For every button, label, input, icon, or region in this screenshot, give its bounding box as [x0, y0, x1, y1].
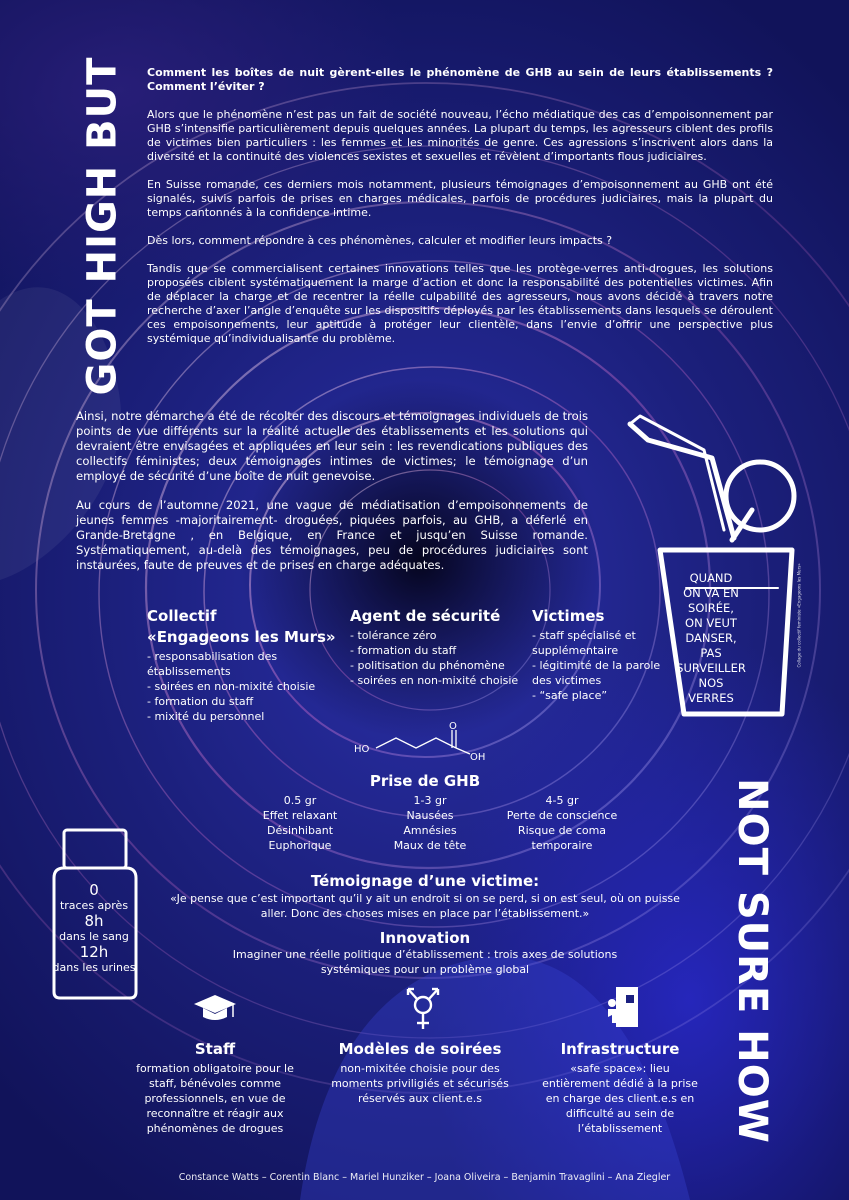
dose-effect: Risque de coma — [517, 824, 607, 837]
column-item: - “safe place” — [532, 689, 608, 702]
column-title: Victimes — [532, 607, 605, 625]
testimony-title: Témoignage d’une victime: — [310, 872, 540, 890]
detection-label: dans les urines — [52, 961, 136, 974]
dose-level — [374, 793, 486, 853]
axis-title: Staff — [194, 1040, 236, 1058]
detection-value: 0 — [89, 881, 99, 899]
dose-effect: temporaire — [531, 839, 593, 852]
dose-level — [496, 793, 628, 853]
intro-paragraph: En Suisse romande, ces derniers mois notamment, plusieurs témoignages d’empoisonnement au GHB ont été signalés, suivis parfois de prises en charges médicales, parfois de procédures judiciaires, mais la plupart du temps cantonnés à la confidence intime. — [147, 178, 773, 219]
column-item: - formation du staff — [350, 644, 457, 657]
glass-slogan-line: ON VEUT — [685, 616, 737, 630]
method-paragraph: Au cours de l’automne 2021, une vague de médiatisation d’empoisonnements de jeunes femmes -majoritairement- droguées, piquées parfois, au GHB, a déferlé en Grande-Bretagne , en Belgique, en France et jusqu’en Suisse romande. Systématiquement, au-delà des témoignages, peu de procédures judiciaires sont instaurées, faute de preuves et de prises en charge adéquates. — [76, 498, 588, 572]
dose-effect: Perte de conscience — [506, 809, 618, 822]
intro-section — [147, 66, 773, 360]
glass-slogan-line: NOS — [698, 676, 724, 690]
glass-slogan-line: VERRES — [688, 691, 734, 705]
author-credits: Constance Watts – Corentin Blanc – Mariel Hunziker – Joana Oliveira – Benjamin Travaglini – Ana Ziegler — [178, 1172, 671, 1183]
detection-label: traces après — [59, 899, 129, 912]
column-item: - responsabilisation des établissements — [147, 650, 278, 678]
dose-amount: 0.5 gr — [283, 794, 317, 807]
molecule-label-oh: OH — [470, 752, 486, 763]
axis-text: «safe space»: lieu entièrement dédié à la prise en charge des client.e.s en difficulté au sein de l’établissement — [542, 1062, 698, 1135]
column-agent-securite — [350, 606, 520, 688]
column-title-line: Collectif — [147, 607, 217, 625]
dose-effect: Maux de tête — [393, 839, 467, 852]
testimony-quote: «Je pense que c’est important qu’il y ait un endroit si on se perd, si on est seul, où on puisse aller. Donc des choses mises en place par l’établissement.» — [170, 892, 680, 920]
column-item: - soirées en non-mixité choisie — [147, 680, 316, 693]
axis-title: Infrastructure — [560, 1040, 680, 1058]
column-victimes — [532, 606, 662, 703]
axis-title: Modèles de soirées — [338, 1040, 502, 1058]
glass-slogan-line: PAS — [700, 646, 722, 660]
detection-times — [42, 882, 146, 975]
glass-credit — [764, 563, 834, 668]
intro-paragraph: Alors que le phénomène n’est pas un fait de société nouveau, l’écho médiatique des cas d’empoisonnement par GHB s’intensifie particulièrement depuis quelques années. La plupart du temps, les agresseurs ciblent des profils de victimes bien particuliers : les femmes et les minorités de genre. Ces agressions s’inscrivent alors dans la diversité et la continuité des violences sexistes et sexuelles et révèlent d’importants flous judiciaires. — [147, 108, 773, 163]
glass-slogan-line: QUAND — [689, 571, 733, 585]
safe-room-icon — [602, 985, 642, 1029]
column-item: - soirées en non-mixité choisie — [350, 674, 519, 687]
glass-slogan-line: DANSER, — [685, 631, 737, 645]
innovation-text: Imaginer une réelle politique d’établissement : trois axes de solutions systémiques pour un problème global — [232, 948, 618, 976]
intro-paragraph: Tandis que se commercialisent certaines innovations telles que les protège-verres anti-drogues, les solutions proposées ciblent systématiquement la marge d’action et donc la responsabilité des potentielles victimes. Afin de déplacer la charge et de recentrer la réelle culpabilité des agresseurs, nous avons décidé à travers notre recherche d’axer l’angle d’enquête sur les dispositifs déployés par les établissements dans lesquels se déroulent ces empoisonnements, leur aptitude à protéger leur clientèle, dans l’envie d’offrir une perspective plus systémique qu’individualisante du problème. — [147, 262, 773, 345]
innovation-title: Innovation — [379, 929, 471, 947]
glass-credit-text: Collage du collectif feministe «Engageons les Murs» — [796, 563, 802, 668]
dose-effect: Effet relaxant — [262, 809, 338, 822]
column-item: - légitimité de la parole des victimes — [532, 659, 661, 687]
detection-label: dans le sang — [59, 930, 129, 943]
detection-value: 8h — [84, 912, 104, 930]
glass-slogan-line: SOIRÉE, — [688, 601, 734, 615]
column-item: - tolérance zéro — [350, 629, 437, 642]
side-title-left-text: GOT HIGH BUT — [79, 56, 125, 396]
axis-modeles-soirees — [325, 1040, 515, 1106]
column-item: - formation du staff — [147, 695, 254, 708]
column-title-line: «Engageons les Murs» — [147, 628, 336, 646]
dose-amount: 4-5 gr — [545, 794, 579, 807]
method-section — [76, 409, 588, 587]
dose-level — [248, 793, 352, 853]
molecule-label-o: O — [449, 722, 457, 732]
column-item: - staff spécialisé et supplémentaire — [532, 629, 636, 657]
axis-text: formation obligatoire pour le staff, bénévoles comme professionnels, en vue de reconnaître et réagir aux phénomènes de drogues — [136, 1062, 294, 1135]
method-paragraph: Ainsi, notre démarche a été de récolter des discours et témoignages individuels de trois points de vue différents sur la réalité actuelle des établissements et les solutions qui devraient être envisagées et appliquées en leur sein : les revendications publiques des collectifs féministes; deux témoignages intimes de victimes; le témoignage d’un employé de sécurité d’une boîte de nuit genevoise. — [76, 409, 588, 483]
gender-symbols-icon — [402, 985, 444, 1033]
dose-effect: Nausées — [406, 809, 454, 822]
intro-paragraph: Dès lors, comment répondre à ces phénomènes, calculer et modifier leurs impacts ? — [147, 234, 613, 247]
dose-effect: Désinhibant — [266, 824, 334, 837]
glass-slogan-line: ON VA EN — [683, 586, 739, 600]
doses-title: Prise de GHB — [369, 772, 481, 790]
intro-question: Comment les boîtes de nuit gèrent-elles le phénomène de GHB au sein de leurs établissements ? Comment l’éviter ? — [147, 66, 773, 93]
axis-infrastructure — [535, 1040, 705, 1136]
dose-effect: Amnésies — [403, 824, 457, 837]
ghb-molecule-icon — [352, 722, 502, 764]
axis-text: non-mixitée choisie pour des moments priviligiés et sécurisés réservés aux client.e.s — [331, 1062, 509, 1105]
column-collectif — [147, 606, 342, 724]
side-title-right — [728, 777, 776, 1144]
glass-slogan-line: SURVEILLER — [676, 661, 746, 675]
side-title-right-text: NOT SURE HOW — [729, 777, 776, 1144]
axis-staff — [122, 1040, 308, 1136]
molecule-label-ho: HO — [354, 744, 370, 755]
column-item: - mixité du personnel — [147, 710, 265, 723]
side-title-left — [78, 56, 126, 396]
detection-value: 12h — [79, 943, 109, 961]
column-item: - politisation du phénomène — [350, 659, 505, 672]
dose-amount: 1-3 gr — [413, 794, 447, 807]
dose-effect: Euphorique — [268, 839, 332, 852]
column-title — [147, 606, 342, 648]
column-title: Agent de sécurité — [350, 607, 501, 625]
graduation-cap-icon — [193, 993, 237, 1025]
glass-slogan — [670, 571, 752, 706]
